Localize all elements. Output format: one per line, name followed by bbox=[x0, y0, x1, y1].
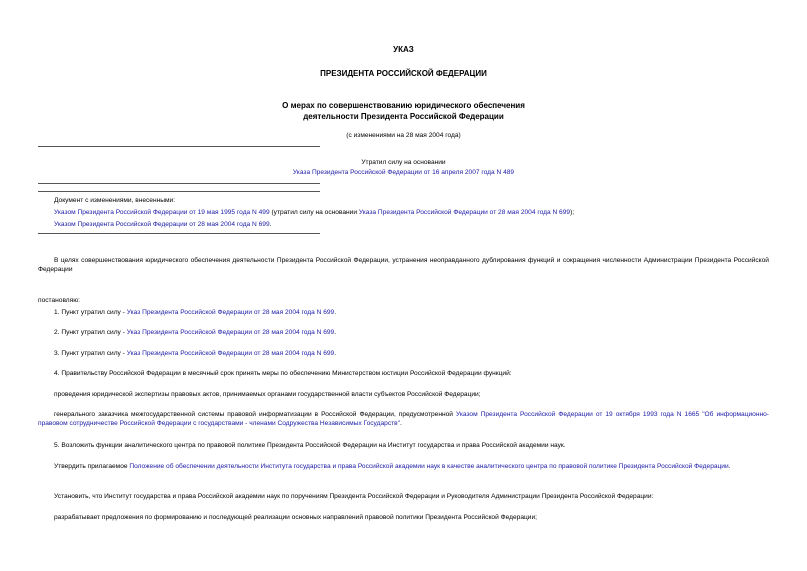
repeal-link[interactable]: Указа Президента Российской Федерации от 16 апреля 2007 года N 489 bbox=[292, 169, 515, 176]
paragraph-4a: проведения юридической экспертизы правовых актов, принимаемых органами государственной власти субъектов Российской Федерации; bbox=[54, 391, 481, 398]
paragraph-8: разрабатывает предложения по формированию и последующей реализации основных направлений правовой политики Президента Российской Федерации; bbox=[54, 514, 537, 521]
paragraph-text: . bbox=[334, 350, 337, 357]
repeal-label: Утратил силу на основании bbox=[361, 159, 446, 166]
paragraph-4: 4. Правительству Российской Федерации в месячный срок принять меры по обеспечению Министерством юстиции Российской Федерации функций: bbox=[54, 370, 512, 377]
paragraph-text: . bbox=[334, 329, 337, 336]
preamble: В целях совершенствования юридического обеспечения деятельности Президента Российской Федерации, устранения неоправданного дублирования функций и сокращения численности Администрации Президента Российской Федерации bbox=[38, 257, 769, 273]
paragraph-text: . bbox=[334, 309, 337, 316]
decree-issuer: ПРЕЗИДЕНТА РОССИЙСКОЙ ФЕДЕРАЦИИ bbox=[320, 69, 487, 78]
amendments-intro: Документ с изменениями, внесенными: bbox=[54, 197, 176, 204]
paragraph-6 bbox=[38, 462, 769, 471]
paragraph-7: Установить, что Институт государства и права Российской академии наук по поручениям Президента Российской Федерации и Руководителя Администрации Президента Российской Федерации: bbox=[54, 493, 654, 500]
paragraph-text: . bbox=[728, 463, 731, 470]
amendment-text: (утратил силу на основании bbox=[269, 209, 359, 216]
divider bbox=[38, 183, 320, 184]
paragraph-link[interactable]: Указом Президента Российской Федерации от 19 октября 1993 года N 1665 "Об информационно-правовом сотрудничестве Российской Федерации с государствами - членами Содружества Независимых Государств" bbox=[38, 411, 769, 427]
subject-line-1: О мерах по совершенствованию юридического обеспечения bbox=[282, 101, 525, 110]
changes-note: (с изменениями на 28 мая 2004 года) bbox=[346, 132, 461, 139]
paragraph-link[interactable]: Указ Президента Российской Федерации от 28 мая 2004 года N 699 bbox=[126, 329, 335, 336]
paragraph-4b bbox=[38, 410, 769, 428]
subject-line-2: деятельности Президента Российской Федерации bbox=[303, 112, 504, 121]
amendment-link-2004[interactable]: Указом Президента Российской Федерации от 28 мая 2004 года N 699 bbox=[54, 221, 270, 228]
amendment-line-1 bbox=[54, 208, 774, 217]
divider bbox=[38, 146, 320, 147]
paragraph-link[interactable]: Положение об обеспечении деятельности Института государства и права Российской академии наук в качестве аналитического центра по правовой политике Президента Российской Федерации bbox=[129, 463, 729, 470]
paragraph-link[interactable]: Указ Президента Российской Федерации от 28 мая 2004 года N 699 bbox=[126, 309, 335, 316]
decree-verb: постановляю: bbox=[38, 297, 81, 304]
decree-subject bbox=[0, 100, 807, 122]
amendment-link-1995[interactable]: Указом Президента Российской Федерации от 19 мая 1995 года N 499 bbox=[54, 209, 270, 216]
divider bbox=[38, 233, 320, 234]
paragraph-3 bbox=[38, 349, 769, 358]
divider bbox=[38, 191, 320, 192]
paragraph-text: . bbox=[399, 420, 402, 427]
paragraph-5: 5. Возложить функции аналитического центра по правовой политике Президента Российской Федерации на Институт государства и права Российской академии наук. bbox=[54, 442, 566, 449]
amendment-text: ); bbox=[570, 209, 575, 216]
paragraph-text: Утвердить прилагаемое bbox=[54, 463, 130, 470]
amendments-block bbox=[54, 196, 774, 229]
paragraph-text: 2. Пункт утратил силу - bbox=[54, 329, 127, 336]
paragraph-text: 3. Пункт утратил силу - bbox=[54, 350, 127, 357]
decree-title: УКАЗ bbox=[393, 45, 414, 54]
paragraph-text: 1. Пункт утратил силу - bbox=[54, 309, 127, 316]
amendment-line-2 bbox=[54, 220, 774, 229]
paragraph-1 bbox=[38, 308, 769, 317]
paragraph-text: генерального заказчика межгосударственной системы правовой информатизации в Российской Федерации, предусмотренной bbox=[54, 411, 456, 418]
paragraph-link[interactable]: Указ Президента Российской Федерации от 28 мая 2004 года N 699 bbox=[126, 350, 335, 357]
paragraph-2 bbox=[38, 328, 769, 337]
amendment-link-2004[interactable]: Указа Президента Российской Федерации от 28 мая 2004 года N 699 bbox=[358, 209, 571, 216]
amendment-text: . bbox=[269, 221, 272, 228]
